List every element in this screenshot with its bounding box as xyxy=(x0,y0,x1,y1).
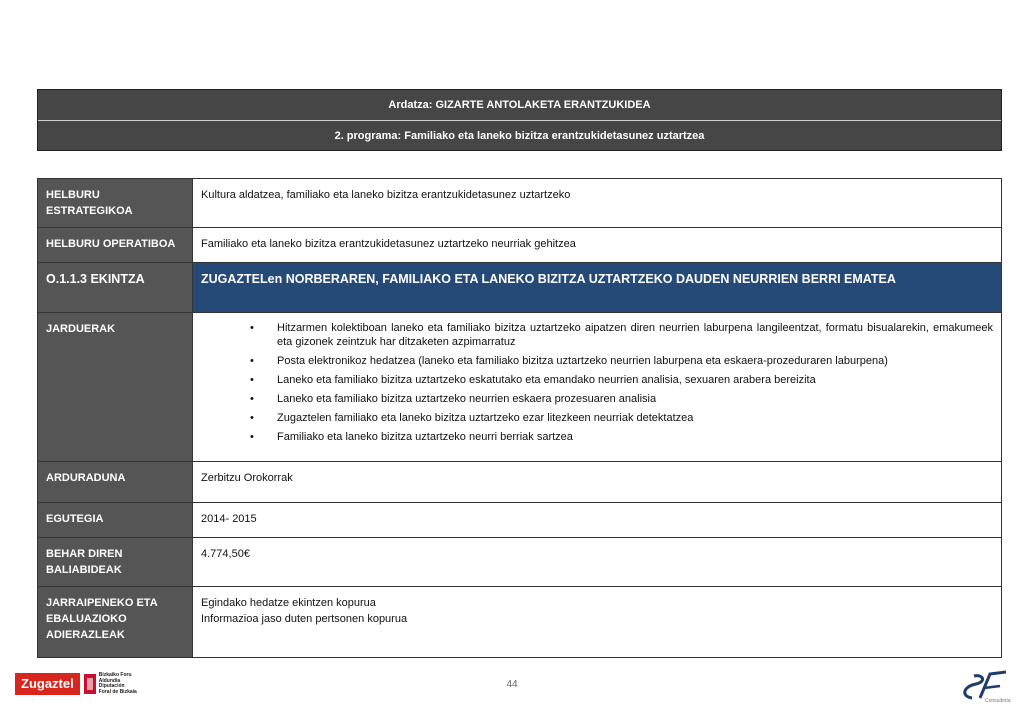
row-indicators xyxy=(38,587,1002,658)
action-label: O.1.1.3 EKINTZA xyxy=(38,263,193,313)
row-operational xyxy=(38,228,1002,263)
indicators-label: JARRAIPENEKO ETA EBALUAZIOKO ADIERAZLEAK xyxy=(38,587,193,658)
activities-label: JARDUERAK xyxy=(38,313,193,462)
program-title: 2. programa: Familiako eta laneko bizitza erantzukidetasunez uztartzea xyxy=(334,130,705,142)
action-sheet-table xyxy=(37,178,1002,658)
axis-title: Ardatza: GIZARTE ANTOLAKETA ERANTZUKIDEA xyxy=(388,99,651,111)
resources-value: 4.774,50€ xyxy=(193,538,1002,587)
list-item: • Familiako eta laneko bizitza uztartzeko neurri berriak sartzea xyxy=(277,430,993,444)
list-item: • Hitzarmen kolektiboan laneko eta familiako bizitza uztartzeko aipatzen diren neurrien laburpena langileentzat, formatu bisualarekin, emakumeek eta gizonek zeintzuk har ditzaketen azpimarratuz xyxy=(277,321,993,349)
action-value: ZUGAZTELen NORBERAREN, FAMILIAKO ETA LANEKO BIZITZA UZTARTZEKO DAUDEN NEURRIEN BERRI EMATEA xyxy=(193,263,1002,313)
responsible-label: ARDURADUNA xyxy=(38,462,193,503)
indicators-value xyxy=(193,587,1002,658)
list-item: • Posta elektronikoz hedatzea (laneko eta familiako bizitza uztartzeko neurrien laburpena eta eskaera-prozeduraren laburpena) xyxy=(277,354,993,368)
activities-list xyxy=(201,321,993,444)
activities-value xyxy=(193,313,1002,462)
list-item: • Zugaztelen familiako eta laneko bizitza uztartzeko ezar litezkeen neurriak detektatzea xyxy=(277,411,993,425)
row-resources xyxy=(38,538,1002,587)
strategic-label: HELBURU ESTRATEGIKOA xyxy=(38,179,193,228)
list-item: • Laneko eta familiako bizitza uztartzeko eskatutako eta emandako neurrien analisia, sexuaren arabera bereizita xyxy=(277,373,993,387)
row-strategic xyxy=(38,179,1002,228)
zugaztel-logo: Zugaztel xyxy=(15,673,80,695)
list-item: • Laneko eta familiako bizitza uztartzeko neurrien eskaera prozesuaren analisia xyxy=(277,392,993,406)
indicator-line: Informazioa jaso duten pertsonen kopurua xyxy=(201,613,408,625)
bizkaia-text: Bizkaiko Foru Aldundia Diputación Foral de Bizkaia xyxy=(98,672,137,695)
calendar-value: 2014- 2015 xyxy=(193,503,1002,538)
strategic-value: Kultura aldatzea, familiako eta laneko bizitza erantzukidetasunez uztartzeko xyxy=(193,179,1002,228)
row-responsible xyxy=(38,462,1002,503)
operational-value: Familiako eta laneko bizitza erantzukidetasunez uztartzeko neurriak gehitzea xyxy=(193,228,1002,263)
resources-label: BEHAR DIREN BALIABIDEAK xyxy=(38,538,193,587)
row-activities xyxy=(38,313,1002,462)
row-action xyxy=(38,263,1002,313)
indicator-line: Egindako hedatze ekintzen kopurua xyxy=(201,597,376,609)
page-number: 44 xyxy=(506,679,518,690)
section-header xyxy=(37,89,1002,151)
operational-label: HELBURU OPERATIBOA xyxy=(38,228,193,263)
row-calendar xyxy=(38,503,1002,538)
calendar-label: EGUTEGIA xyxy=(38,503,193,538)
responsible-value: Zerbitzu Orokorrak xyxy=(193,462,1002,503)
consultant-label: Consultoría xyxy=(985,698,1011,704)
